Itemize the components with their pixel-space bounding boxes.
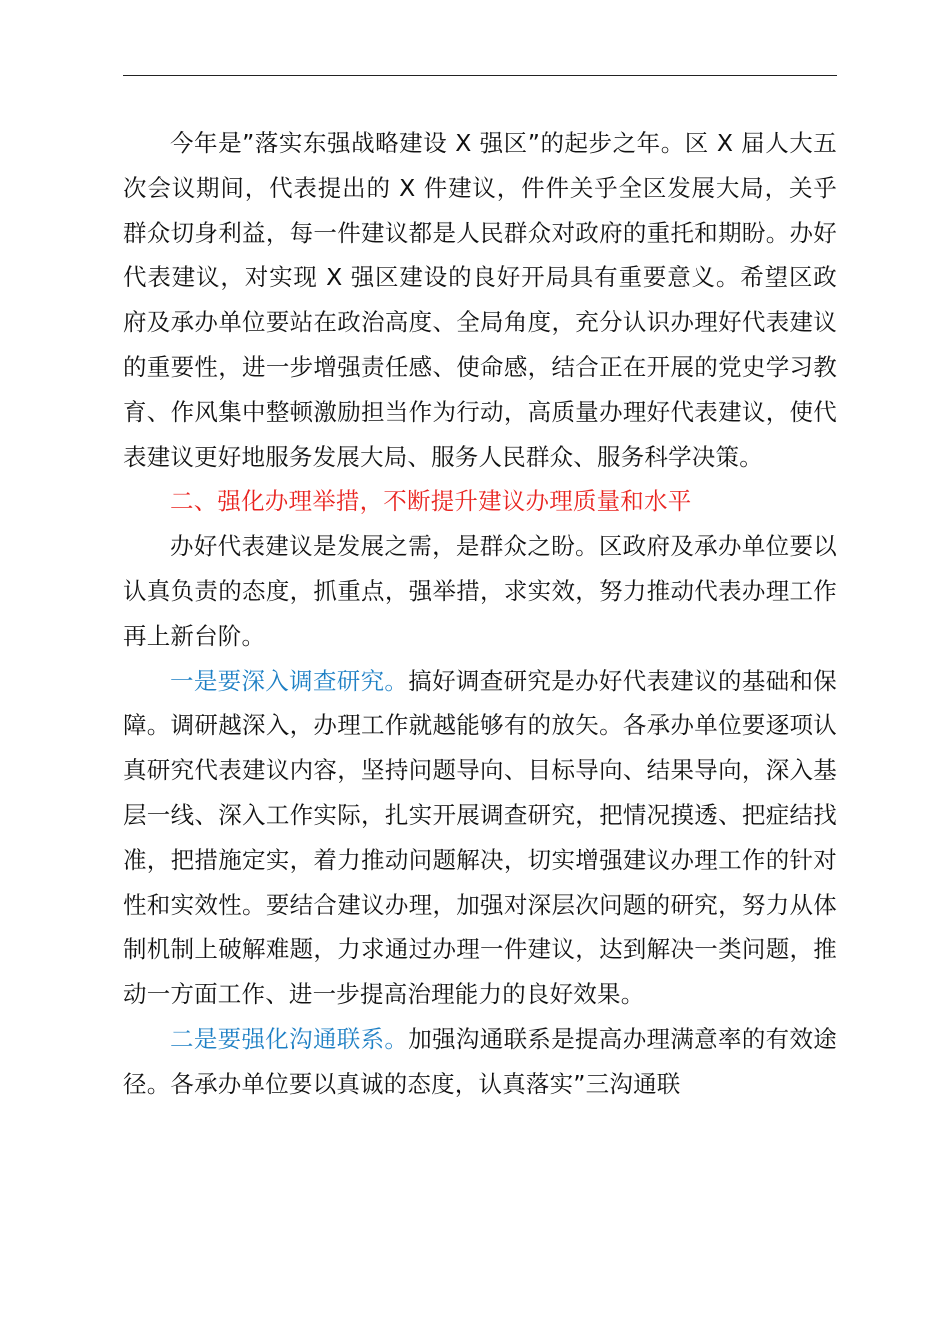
point-2-body: 加强沟通联系是提高办理满意率的有效途径。各承办单位要以真诚的态度，认真落实”三沟通联 bbox=[123, 1024, 837, 1098]
point-1-lead: 一是要深入调查研究。 bbox=[170, 666, 409, 695]
section-heading-2: 二、强化办理举措，不断提升建议办理质量和水平 bbox=[170, 487, 692, 516]
point-1-body: 搞好调查研究是办好代表建议的基础和保障。调研越深入，办理工作就越能够有的放矢。各承办单位要逐项认真研究代表建议内容，坚持问题导向、目标导向、结果导向，深入基层一线、深入工作实际，扎实开展调查研究，把情况摸透、把症结找准，把措施定实，着力推动问题解决，切实增强建议办理工作的针对性和实效性。要结合建议办理，加强对深层次问题的研究，努力从体制机制上破解难题，力求通过办理一件建议，达到解决一类问题，推动一方面工作、进一步提高治理能力的良好效果。 bbox=[123, 666, 837, 1009]
document-body bbox=[123, 121, 837, 1107]
point-2-lead: 二是要强化沟通联系。 bbox=[170, 1024, 409, 1053]
paragraph-intro: 今年是”落实东强战略建设 X 强区”的起步之年。区 X 届人大五次会议期间，代表提出的 X 件建议，件件关乎全区发展大局，关乎群众切身利益，每一件建议都是人民群众对政府的重托和期盼。办好代表建议，对实现 X 强区建设的良好开局具有重要意义。希望区政府及承办单位要站在政治高度、全局角度，充分认识办理好代表建议的重要性，进一步增强责任感、使命感，结合正在开展的党史学习教育、作风集中整顿激励担当作为行动，高质量办理好代表建议，使代表建议更好地服务发展大局、服务人民群众、服务科学决策。 bbox=[123, 129, 837, 471]
paragraph-section-2-intro: 办好代表建议是发展之需，是群众之盼。区政府及承办单位要以认真负责的态度，抓重点，强举措，求实效，努力推动代表办理工作再上新台阶。 bbox=[123, 532, 837, 650]
paragraph-point-1 bbox=[123, 659, 837, 1017]
paragraph-point-2 bbox=[123, 1017, 837, 1107]
header-rule bbox=[123, 75, 837, 76]
